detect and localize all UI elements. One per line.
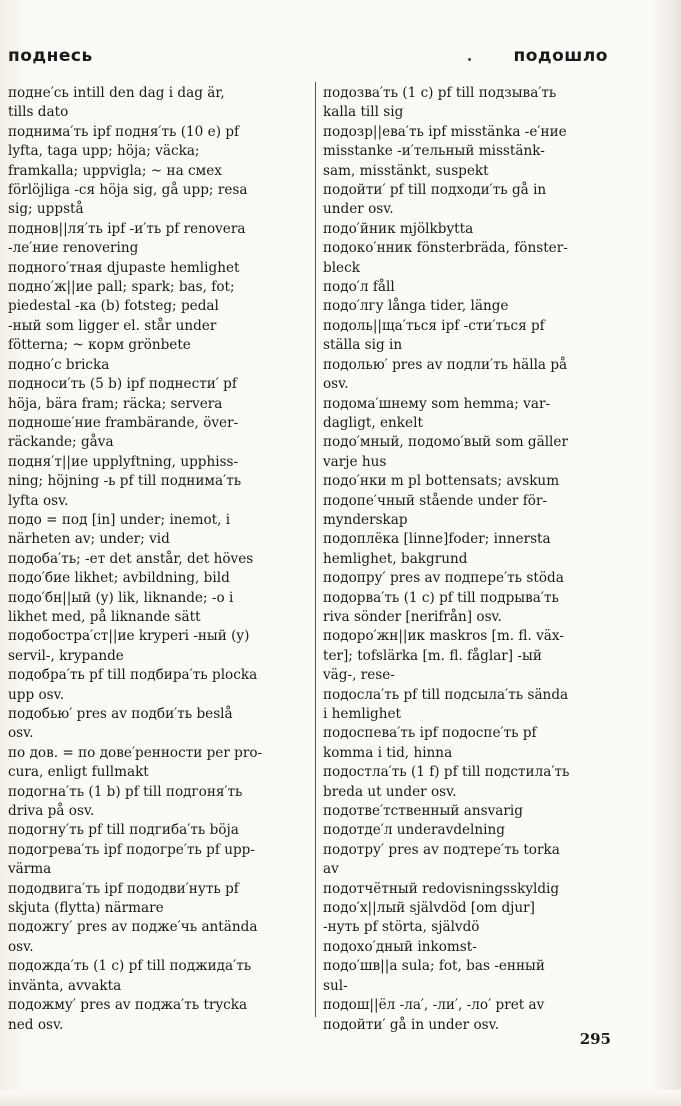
entry-line: riva sönder [nerifrån] osv. (323, 608, 502, 625)
entry-line: närheten av; under; vid (8, 531, 170, 548)
dictionary-entry (8, 627, 296, 666)
entry-line: i hemlighet (323, 706, 402, 722)
dictionary-entry (323, 724, 611, 763)
entry-line: lyfta, taga upp; höja; väcka; (8, 143, 200, 160)
dictionary-entry (323, 996, 611, 1035)
entry-line: подобостра′ст||ие kryperi -ный (y) (8, 628, 250, 645)
entry-line: ställa sig in (323, 337, 403, 354)
entry-line: подоспева′ть ipf подоспе′ть pf (323, 725, 537, 742)
entry-line: подойти′ gå in under osv. (323, 1016, 500, 1033)
dictionary-entry (8, 259, 296, 278)
entry-line: подорва′ть (1 c) pf till подрыва′ть (323, 589, 559, 606)
entry-line: komma i tid, hinna (323, 744, 453, 761)
dictionary-entry (8, 996, 296, 1035)
dictionary-entry (323, 957, 611, 996)
entry-line: подостла′ть (1 f) pf till подстила′ть (323, 764, 570, 781)
entry-line: cura, enligt fullmakt (8, 764, 149, 781)
entry-line: подоба′ть; -ет det anstår, det höves (8, 550, 254, 567)
dictionary-entry (8, 84, 296, 123)
dictionary-entry (323, 356, 611, 395)
entry-line: likhet med, på liknande sätt (8, 608, 201, 625)
entry-line: lyfta osv. (8, 492, 69, 509)
entry-line: подне′сь intill den dag i dag är, (8, 85, 225, 101)
dictionary-entry (8, 666, 296, 705)
entry-line: подохо′дный inkomst- (323, 938, 477, 955)
dictionary-entry (323, 841, 611, 880)
left-column (8, 84, 296, 1035)
entry-line: framkalla; uppvigla; ~ на смех (8, 162, 222, 179)
entry-line: sam, misstänkt, suspekt (323, 162, 489, 179)
entry-line: sul- (323, 977, 348, 994)
entry-line: подогрева′ть ipf подогре′ть pf upp- (8, 841, 255, 858)
dictionary-entry (323, 181, 611, 220)
dictionary-entry (8, 569, 296, 588)
entry-line: подотве′тственный ansvarig (323, 803, 523, 820)
dictionary-entry (8, 550, 296, 569)
entry-line: servil-, krypande (8, 647, 124, 664)
entry-line: пододвига′ть ipf пододви′нуть pf (8, 880, 239, 897)
dictionary-entry (323, 627, 611, 685)
dictionary-entry (323, 395, 611, 434)
dictionary-entry (8, 123, 296, 220)
entry-line: подойти′ pf till подходи′ть gå in (323, 182, 547, 199)
entry-line: bleck (323, 259, 360, 276)
dictionary-entry (323, 492, 611, 531)
dictionary-entry (8, 841, 296, 880)
dictionary-entry (8, 705, 296, 744)
entry-line: подня′т||ие upplyftning, upphiss- (8, 453, 239, 470)
dictionary-entry (8, 375, 296, 414)
dictionary-entry (323, 220, 611, 239)
dictionary-entry (323, 278, 611, 297)
entry-line: подозва′ть (1 c) pf till подзыва′ть (323, 85, 557, 101)
entry-line: подо = под [in] under; inemot, i (8, 511, 231, 528)
dictionary-entry (323, 938, 611, 957)
dictionary-entry (323, 763, 611, 802)
entry-line: подопе′чный stående under för- (323, 492, 548, 509)
entry-line: invänta, avvakta (8, 977, 122, 994)
right-column (323, 84, 611, 1035)
entry-line: ned osv. (8, 1016, 64, 1033)
entry-line: fötterna; ~ корм grönbete (8, 337, 191, 354)
dictionary-entry (8, 957, 296, 996)
entry-line: upp osv. (8, 686, 65, 703)
entry-line: подно′ж||ие pall; spark; bas, fot; (8, 279, 235, 296)
entry-line: osv. (8, 725, 34, 742)
dictionary-entry (8, 356, 296, 375)
dictionary-entry (323, 589, 611, 628)
entry-line: подогну′ть pf till подгиба′ть böja (8, 822, 239, 839)
entry-line: -ный som ligger el. står under (8, 317, 217, 334)
entry-line: подного′тная djupaste hemlighet (8, 259, 240, 276)
entry-line: under osv. (323, 201, 394, 218)
dictionary-entry (323, 686, 611, 725)
entry-line: -нуть pf störta, självdö (323, 919, 480, 936)
entry-line: värma (8, 861, 52, 878)
entry-line: подозр||ева′ть ipf misstänka -е′ние (323, 123, 567, 140)
entry-line: подо′бн||ый (y) lik, liknande; -o i (8, 589, 234, 606)
entry-line: ning; höjning -ь pf till поднима′ть (8, 473, 242, 490)
entry-line: подосла′ть pf till подсыла′ть sända (323, 686, 569, 703)
entry-line: поднима′ть ipf подня′ть (10 e) pf (8, 123, 240, 140)
entry-line: подо′шв||а sula; fot, bas -енный (323, 958, 545, 975)
dictionary-entry (323, 802, 611, 821)
running-head-right: подошло (513, 46, 608, 66)
dictionary-entry (323, 239, 611, 278)
entry-line: mynderskap (323, 511, 408, 528)
entry-line: подолью′ pres av подли′ть hälla på (323, 356, 568, 373)
entry-line: piedestal -ка (b) fotsteg; pedal (8, 298, 219, 315)
entry-line: kalla till sig (323, 104, 404, 121)
entry-line: подо′лгу långa tider, länge (323, 298, 509, 315)
dictionary-entry (323, 433, 611, 472)
entry-line: подо′мный, подомо′вый som gäller (323, 434, 568, 451)
entry-line: подогна′ть (1 b) pf till подгоня′ть (8, 783, 243, 800)
entry-line: skjuta (flytta) närmare (8, 900, 164, 917)
entry-line: подоплёка [linne]foder; innersta (323, 531, 551, 548)
dictionary-entry (8, 278, 296, 356)
dictionary-entry (323, 123, 611, 181)
entry-line: hemlighet, bakgrund (323, 550, 468, 567)
entry-line: подопру′ pres av подпере′ть stöda (323, 570, 564, 587)
entry-line: подома′шнему som hemma; var- (323, 395, 551, 412)
dictionary-entry (323, 880, 611, 899)
dictionary-entry (323, 821, 611, 840)
dictionary-entry (8, 453, 296, 511)
entry-line: misstanke -и′тельный misstänk- (323, 143, 545, 160)
entry-line: подо′бие likhet; avbildning, bild (8, 570, 230, 587)
entry-line: подноси′ть (5 b) ipf поднести′ pf (8, 376, 237, 393)
entry-line: поднов||ля′ть ipf -и′ть pf renovera (8, 220, 246, 237)
entry-line: dagligt, enkelt (323, 414, 423, 431)
column-divider (315, 82, 316, 1017)
entry-line: tills dato (8, 104, 69, 121)
entry-line: подожму′ pres av поджа′ть trycka (8, 997, 248, 1014)
header-dot (468, 58, 471, 61)
dictionary-entry (8, 821, 296, 840)
dictionary-entry (8, 744, 296, 783)
dictionary-entry (8, 880, 296, 919)
entry-line: räckande; gåva (8, 434, 114, 451)
running-head-left: поднесь (8, 46, 93, 66)
entry-line: подоко′нник fönsterbräda, fönster- (323, 240, 568, 257)
entry-line: подо′йник mjölkbytta (323, 220, 474, 237)
entry-line: подо′х||лый självdöd [om djur] (323, 900, 535, 917)
entry-line: breda ut under osv. (323, 783, 457, 800)
entry-line: подно′с bricka (8, 356, 110, 373)
entry-line: подожда′ть (1 c) pf till поджида′ть (8, 958, 252, 975)
entry-line: подотчётный redovisningsskyldig (323, 880, 560, 897)
entry-line: подожгу′ pres av подже′чь antända (8, 919, 258, 936)
entry-line: varje hus (323, 453, 387, 470)
entry-line: подотру′ pres av подтере′ть torka (323, 841, 560, 858)
dictionary-entry (8, 589, 296, 628)
entry-line: подобью′ pres av подби′ть beslå (8, 706, 233, 722)
entry-line: av (323, 861, 339, 878)
entry-line: osv. (323, 376, 349, 393)
dictionary-entry (323, 297, 611, 316)
entry-line: -ле′ние renovering (8, 240, 139, 257)
entry-line: förlöjliga -ся höja sig, gå upp; resa (8, 182, 248, 199)
dictionary-entry (323, 530, 611, 569)
entry-line: ter]; tofslärka [m. fl. fåglar] -ый (323, 647, 542, 664)
dictionary-entry (8, 414, 296, 453)
entry-line: höja, bära fram; räcka; servera (8, 395, 223, 412)
dictionary-entry (323, 569, 611, 588)
entry-line: подош||ёл -ла′, -ли′, -ло′ pret av (323, 997, 545, 1014)
page-number: 295 (579, 1030, 611, 1048)
entry-line: подо′л fåll (323, 279, 395, 296)
dictionary-entry (8, 220, 296, 259)
entry-line: подноше′ние frambärande, över- (8, 414, 239, 431)
dictionary-entry (323, 317, 611, 356)
entry-line: подобра′ть pf till подбира′ть plocka (8, 667, 258, 684)
entry-line: väg-, rese- (323, 667, 395, 684)
entry-line: подоль||ща′ться ipf -сти′ться pf (323, 317, 545, 334)
dictionary-entry (8, 918, 296, 957)
entry-line: sig; uppstå (8, 201, 84, 218)
dictionary-entry (323, 472, 611, 491)
dictionary-entry (8, 783, 296, 822)
page-bottom-edge (0, 1090, 681, 1106)
entry-line: подо′нки m pl bottensats; avskum (323, 473, 560, 490)
dictionary-entry (8, 511, 296, 550)
entry-line: подоро′жн||ик maskros [m. fl. väx- (323, 628, 564, 645)
entry-line: по дов. = по дове′ренности per pro- (8, 744, 263, 761)
dictionary-entry (323, 899, 611, 938)
entry-line: osv. (8, 938, 34, 955)
entry-line: подотде′л underavdelning (323, 822, 505, 839)
entry-line: driva på osv. (8, 803, 95, 820)
dictionary-entry (323, 84, 611, 123)
